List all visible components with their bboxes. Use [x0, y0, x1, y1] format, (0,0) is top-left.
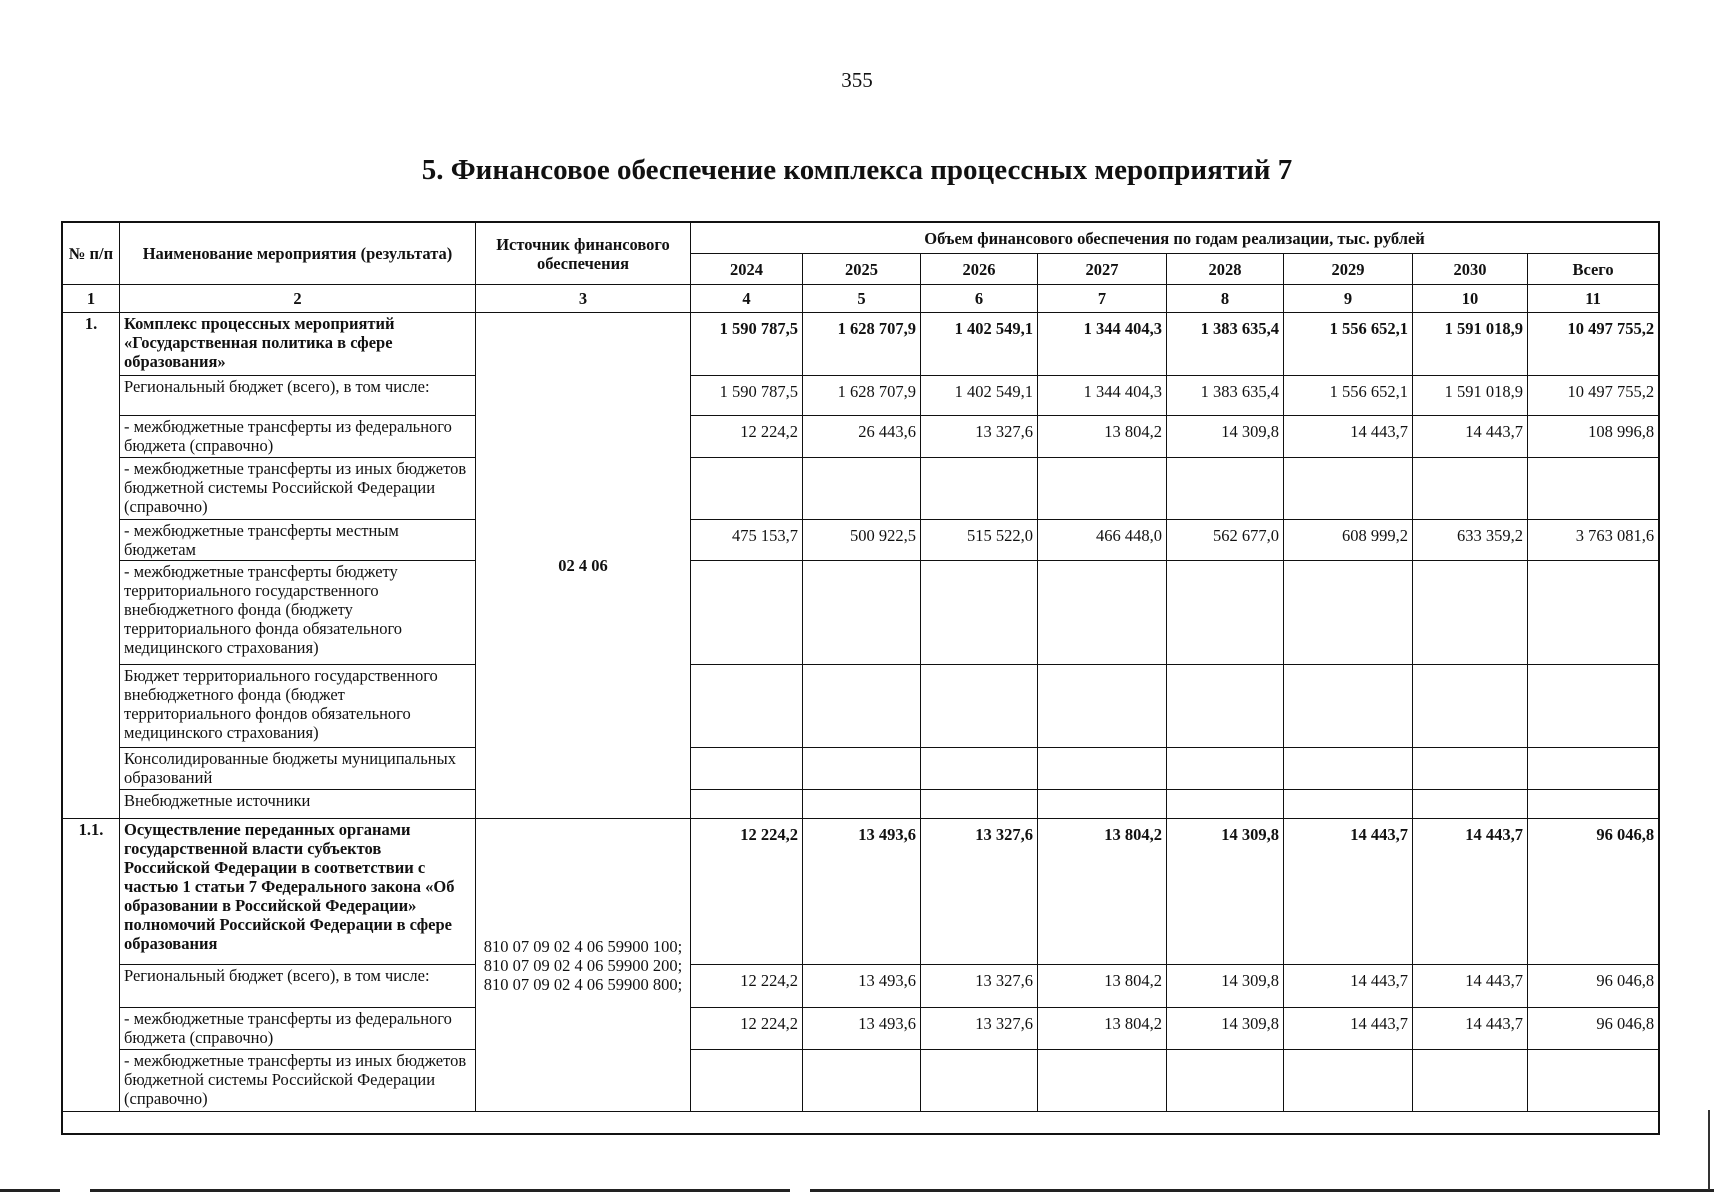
value-cell: 12 224,2	[691, 1008, 803, 1050]
value-cell: 14 443,7	[1413, 965, 1528, 1008]
value-cell: 13 493,6	[803, 1008, 921, 1050]
value-cell: 13 493,6	[803, 819, 921, 965]
value-cell	[691, 458, 803, 520]
value-cell: 1 628 707,9	[803, 376, 921, 416]
value-cell: 13 327,6	[921, 1008, 1038, 1050]
value-cell	[1167, 665, 1284, 748]
value-cell	[1167, 561, 1284, 665]
table-row	[63, 561, 1659, 665]
funding-source: 810 07 09 02 4 06 59900 100; 810 07 09 02 4 06 59900 200; 810 07 09 02 4 06 59900 800;	[476, 819, 691, 1112]
col-number: 3	[476, 285, 691, 313]
row-number: 1.1.	[63, 819, 120, 1112]
value-cell: 14 443,7	[1413, 416, 1528, 458]
header-year: 2024	[691, 254, 803, 285]
table-row	[63, 819, 1659, 965]
table-row	[63, 748, 1659, 790]
budget-line-name: Внебюджетные источники	[120, 790, 476, 819]
value-cell: 12 224,2	[691, 819, 803, 965]
header-volume: Объем финансового обеспечения по годам реализации, тыс. рублей	[691, 223, 1659, 254]
value-cell	[691, 665, 803, 748]
col-number: 9	[1284, 285, 1413, 313]
value-cell	[803, 1050, 921, 1112]
value-cell: 12 224,2	[691, 416, 803, 458]
col-number: 11	[1528, 285, 1659, 313]
value-cell: 1 402 549,1	[921, 376, 1038, 416]
value-cell: 1 383 635,4	[1167, 376, 1284, 416]
value-cell	[1284, 561, 1413, 665]
header-year: 2030	[1413, 254, 1528, 285]
value-cell	[691, 561, 803, 665]
col-number: 5	[803, 285, 921, 313]
value-cell	[691, 748, 803, 790]
value-cell	[1038, 561, 1167, 665]
header-name: Наименование мероприятия (результата)	[120, 223, 476, 285]
value-cell	[1413, 790, 1528, 819]
value-cell: 475 153,7	[691, 520, 803, 561]
col-number: 10	[1413, 285, 1528, 313]
value-cell	[1284, 748, 1413, 790]
value-cell	[1038, 790, 1167, 819]
value-cell	[1284, 458, 1413, 520]
header-year: 2025	[803, 254, 921, 285]
value-cell: 13 804,2	[1038, 819, 1167, 965]
col-number: 2	[120, 285, 476, 313]
scan-edge	[0, 1189, 60, 1192]
header-num: № п/п	[63, 223, 120, 285]
scan-edge	[1708, 1110, 1710, 1190]
header-year: 2028	[1167, 254, 1284, 285]
value-cell	[803, 665, 921, 748]
value-cell: 14 309,8	[1167, 819, 1284, 965]
value-cell	[1167, 790, 1284, 819]
budget-line-name: - межбюджетные трансферты из иных бюджетов бюджетной системы Российской Федерации (справочно)	[120, 458, 476, 520]
value-cell: 14 443,7	[1284, 965, 1413, 1008]
value-cell: 3 763 081,6	[1528, 520, 1659, 561]
value-cell	[1038, 458, 1167, 520]
table-row	[63, 665, 1659, 748]
value-cell: 1 383 635,4	[1167, 313, 1284, 376]
value-cell	[1413, 748, 1528, 790]
value-cell: 96 046,8	[1528, 1008, 1659, 1050]
value-cell: 14 443,7	[1284, 819, 1413, 965]
value-cell: 515 522,0	[921, 520, 1038, 561]
value-cell	[921, 1050, 1038, 1112]
budget-line-name: Консолидированные бюджеты муниципальных образований	[120, 748, 476, 790]
financing-table	[62, 222, 1659, 1112]
value-cell	[1038, 1050, 1167, 1112]
value-cell	[1167, 1050, 1284, 1112]
value-cell: 13 493,6	[803, 965, 921, 1008]
value-cell: 1 344 404,3	[1038, 313, 1167, 376]
budget-line-name: - межбюджетные трансферты бюджету территориального государственного внебюджетного фонда (бюджету территориального фонда обязательного медицинского страхования)	[120, 561, 476, 665]
value-cell: 1 344 404,3	[1038, 376, 1167, 416]
budget-line-name: - межбюджетные трансферты местным бюджетам	[120, 520, 476, 561]
value-cell	[1528, 458, 1659, 520]
value-cell: 1 591 018,9	[1413, 313, 1528, 376]
budget-line-name: Региональный бюджет (всего), в том числе:	[120, 965, 476, 1008]
col-number: 6	[921, 285, 1038, 313]
table-row	[63, 313, 1659, 376]
value-cell: 500 922,5	[803, 520, 921, 561]
value-cell: 562 677,0	[1167, 520, 1284, 561]
table-row	[63, 376, 1659, 416]
value-cell: 1 590 787,5	[691, 376, 803, 416]
funding-source: 02 4 06	[476, 313, 691, 819]
value-cell: 13 327,6	[921, 965, 1038, 1008]
value-cell: 14 309,8	[1167, 416, 1284, 458]
col-number: 4	[691, 285, 803, 313]
col-number: 8	[1167, 285, 1284, 313]
col-number: 7	[1038, 285, 1167, 313]
header-year: 2029	[1284, 254, 1413, 285]
value-cell	[691, 790, 803, 819]
value-cell: 633 359,2	[1413, 520, 1528, 561]
value-cell	[1413, 665, 1528, 748]
value-cell: 14 443,7	[1284, 1008, 1413, 1050]
value-cell	[1284, 790, 1413, 819]
value-cell: 96 046,8	[1528, 819, 1659, 965]
value-cell: 14 443,7	[1413, 819, 1528, 965]
value-cell	[1284, 1050, 1413, 1112]
value-cell	[803, 748, 921, 790]
header-year: 2026	[921, 254, 1038, 285]
event-name: Комплекс процессных мероприятий «Государственная политика в сфере образования»	[120, 313, 476, 376]
value-cell: 1 590 787,5	[691, 313, 803, 376]
value-cell	[1413, 1050, 1528, 1112]
value-cell: 10 497 755,2	[1528, 313, 1659, 376]
header-source: Источник финансового обеспечения	[476, 223, 691, 285]
budget-line-name: - межбюджетные трансферты из федерального бюджета (справочно)	[120, 1008, 476, 1050]
value-cell	[1528, 1050, 1659, 1112]
value-cell	[1413, 561, 1528, 665]
value-cell: 1 591 018,9	[1413, 376, 1528, 416]
header-year: 2027	[1038, 254, 1167, 285]
value-cell	[921, 748, 1038, 790]
column-number-row	[63, 285, 1659, 313]
scan-edge	[90, 1189, 790, 1192]
value-cell: 13 804,2	[1038, 416, 1167, 458]
value-cell: 12 224,2	[691, 965, 803, 1008]
budget-line-name: - межбюджетные трансферты из иных бюджетов бюджетной системы Российской Федерации (справочно)	[120, 1050, 476, 1112]
value-cell: 13 804,2	[1038, 1008, 1167, 1050]
value-cell: 608 999,2	[1284, 520, 1413, 561]
event-name: Осуществление переданных органами государственной власти субъектов Российской Федерации в соответствии с частью 1 статьи 7 Федерального закона «Об образовании в Российской Федерации» полномочий Российской Федерации в сфере образования	[120, 819, 476, 965]
value-cell: 10 497 755,2	[1528, 376, 1659, 416]
value-cell	[1528, 790, 1659, 819]
value-cell: 1 556 652,1	[1284, 313, 1413, 376]
value-cell: 13 804,2	[1038, 965, 1167, 1008]
value-cell: 96 046,8	[1528, 965, 1659, 1008]
value-cell	[1528, 561, 1659, 665]
value-cell: 26 443,6	[803, 416, 921, 458]
table-row	[63, 1050, 1659, 1112]
value-cell	[1284, 665, 1413, 748]
value-cell: 466 448,0	[1038, 520, 1167, 561]
value-cell: 1 556 652,1	[1284, 376, 1413, 416]
value-cell: 1 402 549,1	[921, 313, 1038, 376]
table-row	[63, 520, 1659, 561]
value-cell: 1 628 707,9	[803, 313, 921, 376]
value-cell	[1167, 748, 1284, 790]
value-cell	[803, 790, 921, 819]
table-row	[63, 790, 1659, 819]
value-cell	[1413, 458, 1528, 520]
value-cell: 14 443,7	[1284, 416, 1413, 458]
scan-edge	[810, 1189, 1714, 1192]
value-cell	[691, 1050, 803, 1112]
value-cell	[1528, 748, 1659, 790]
col-number: 1	[63, 285, 120, 313]
value-cell	[921, 790, 1038, 819]
table-row	[63, 1008, 1659, 1050]
header-row-1	[63, 223, 1659, 254]
value-cell	[921, 561, 1038, 665]
value-cell	[921, 665, 1038, 748]
budget-line-name: - межбюджетные трансферты из федерального бюджета (справочно)	[120, 416, 476, 458]
value-cell: 13 327,6	[921, 819, 1038, 965]
value-cell: 14 443,7	[1413, 1008, 1528, 1050]
value-cell	[1038, 748, 1167, 790]
value-cell: 14 309,8	[1167, 965, 1284, 1008]
value-cell	[1167, 458, 1284, 520]
header-total: Всего	[1528, 254, 1659, 285]
table-row	[63, 965, 1659, 1008]
value-cell	[803, 458, 921, 520]
page-number: 355	[841, 68, 873, 92]
value-cell	[1038, 665, 1167, 748]
value-cell	[921, 458, 1038, 520]
value-cell	[803, 561, 921, 665]
value-cell: 13 327,6	[921, 416, 1038, 458]
value-cell: 108 996,8	[1528, 416, 1659, 458]
value-cell	[1528, 665, 1659, 748]
table-row	[63, 458, 1659, 520]
row-number: 1.	[63, 313, 120, 819]
budget-line-name: Бюджет территориального государственного внебюджетного фонда (бюджет территориального фондов обязательного медицинского страхования)	[120, 665, 476, 748]
page-title: 5. Финансовое обеспечение комплекса процессных мероприятий 7	[421, 154, 1293, 186]
table-row	[63, 416, 1659, 458]
value-cell: 14 309,8	[1167, 1008, 1284, 1050]
budget-line-name: Региональный бюджет (всего), в том числе:	[120, 376, 476, 416]
